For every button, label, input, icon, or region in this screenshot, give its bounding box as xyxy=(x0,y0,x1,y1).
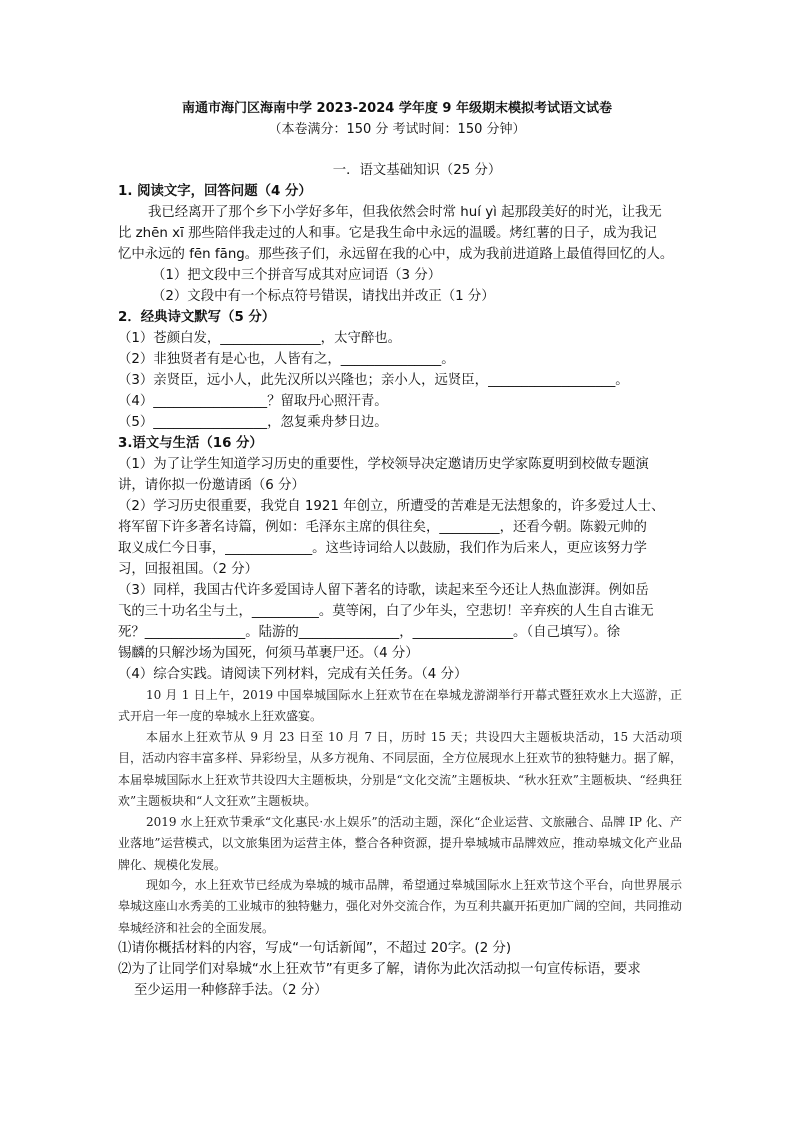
task-2-line1: ⑵为了让同学们对皋城“水上狂欢节”有更多了解，请你为此次活动拟一句宣传标语，要求 xyxy=(118,962,641,977)
q3-part3-line2: 飞的三十功名尘与土，__________。莫等闲，白了少年头，空悲切！辛弃疾的人生自古谁无 xyxy=(118,604,654,619)
q3-part1-line2: 讲，请你拟一份邀请函（6 分） xyxy=(118,478,305,493)
passage-line-1: 我已经离开了那个乡下小学好多年，但我依然会时常 huí yì 起那段美好的时光，让我无 xyxy=(148,205,662,220)
q3-part2-line4: 习，回报祖国。（2 分） xyxy=(118,562,258,577)
task-2-line2: 至少运用一种修辞手法。（2 分） xyxy=(134,983,328,998)
exam-subtitle: （本卷满分：150 分 考试时间：150 分钟） xyxy=(268,122,526,137)
q3-part2-line1: （2）学习历史很重要，我党自 1921 年创立，所遭受的苦难是无法想象的，许多爱过人士、 xyxy=(118,499,665,514)
task-1: ⑴请你概括材料的内容，写成“一句话新闻”，不超过 20字。(2 分) xyxy=(118,941,512,956)
q3-part3-line1: （3）同样，我国古代许多爱国诗人留下著名的诗歌，读起来至今还让人热血澎湃。例如岳 xyxy=(118,583,649,598)
question-2-title: 2．经典诗文默写（5 分） xyxy=(118,310,276,325)
q3-part3-line3: 死？_______________。陆游的_______________，_______________。（自己填写）。徐 xyxy=(118,625,621,640)
q3-part3-line4: 锡麟的只解沙场为国死，何须马革裹尸还。（4 分） xyxy=(118,646,419,661)
q3-part4-line1: （4）综合实践。请阅读下列材料，完成有关任务。（4 分） xyxy=(118,667,468,682)
poem-fill-2: （2）非独贤者有是心也，人皆有之，_______________。 xyxy=(118,352,455,367)
material-paragraph-3: 2019 水上狂欢节秉承“文化惠民·水上娱乐”的活动主题，深化“企业运营、文旅融合、品牌 IP 化、产业落地”运营模式，以文旅集团为运营主体，整合各种资源，提升皋城城市品牌效应，推动皋城文化产业品牌化、规模化发展。 xyxy=(118,815,682,872)
question-1-title: 1. 阅读文字，回答问题（4 分） xyxy=(118,184,312,199)
q3-part2-line2: 将军留下许多著名诗篇，例如：毛泽东主席的俱往矣，_________，还看今朝。陈毅元帅的 xyxy=(118,520,647,535)
exam-title: 南通市海门区海南中学 2023-2024 学年度 9 年级期末模拟考试语文试卷 xyxy=(182,101,612,116)
q3-part1-line1: （1）为了让学生知道学习历史的重要性，学校领导决定邀请历史学家陈夏明到校做专题演 xyxy=(118,457,649,472)
poem-fill-5: （5）_________________，忽复乘舟梦日边。 xyxy=(118,415,388,430)
poem-fill-3: （3）亲贤臣，远小人，此先汉所以兴隆也；亲小人，远贤臣，___________________。 xyxy=(118,373,629,388)
question-1-sub-2: （2）文段中有一个标点符号错误，请找出并改正（1 分） xyxy=(152,289,495,304)
material-paragraph-1: 10 月 1 日上午，2019 中国皋城国际水上狂欢节在在皋城龙游湖举行开幕式暨狂欢水上大巡游，正式开启一年一度的皋城水上狂欢盛宴。 xyxy=(118,688,682,724)
question-3-title: 3.语文与生活（16 分） xyxy=(118,436,263,451)
material-paragraph-2: 本届水上狂欢节从 9 月 23 日至 10 月 7 日，历时 15 天；共设四大主题板块活动，15 大活动项目，活动内容丰富多样、异彩纷呈，从多方视角、不同层面，全方位展现水上狂欢节的独特魅力。据了解，本届皋城国际水上狂欢节共设四大主题板块，分别是“文化交流”主题板块、“秋水狂欢”主题板块、“经典狂欢”主题板块和“人文狂欢”主题板块。 xyxy=(118,730,683,808)
question-1-sub-1: （1）把文段中三个拼音写成其对应词语（3 分） xyxy=(152,268,442,283)
passage-line-3: 忆中永远的 fēn fāng。那些孩子们，永远留在我的心中，成为我前进道路上最值得回忆的人。 xyxy=(118,247,674,262)
q3-part2-line3: 取义成仁今日事，_____________。这些诗词给人以鼓励，我们作为后来人，更应该努力学 xyxy=(118,541,647,556)
material-paragraph-4: 现如今，水上狂欢节已经成为皋城的城市品牌，希望通过皋城国际水上狂欢节这个平台，向世界展示皋城这座山水秀美的工业城市的独特魅力，强化对外交流合作，为互利共赢开拓更加广阔的空间，共同推动皋城经济和社会的全面发展。 xyxy=(118,878,683,935)
poem-fill-4: （4）_________________？留取丹心照汗青。 xyxy=(118,394,388,409)
passage-line-2: 比 zhēn xī 那些陪伴我走过的人和事。它是我生命中永远的温暖。烤红薯的日子，成为我记 xyxy=(118,226,657,241)
poem-fill-1: （1）苍颜白发，_______________，太守醉也。 xyxy=(118,331,402,346)
section-heading: 一．语文基础知识（25 分） xyxy=(332,163,502,178)
